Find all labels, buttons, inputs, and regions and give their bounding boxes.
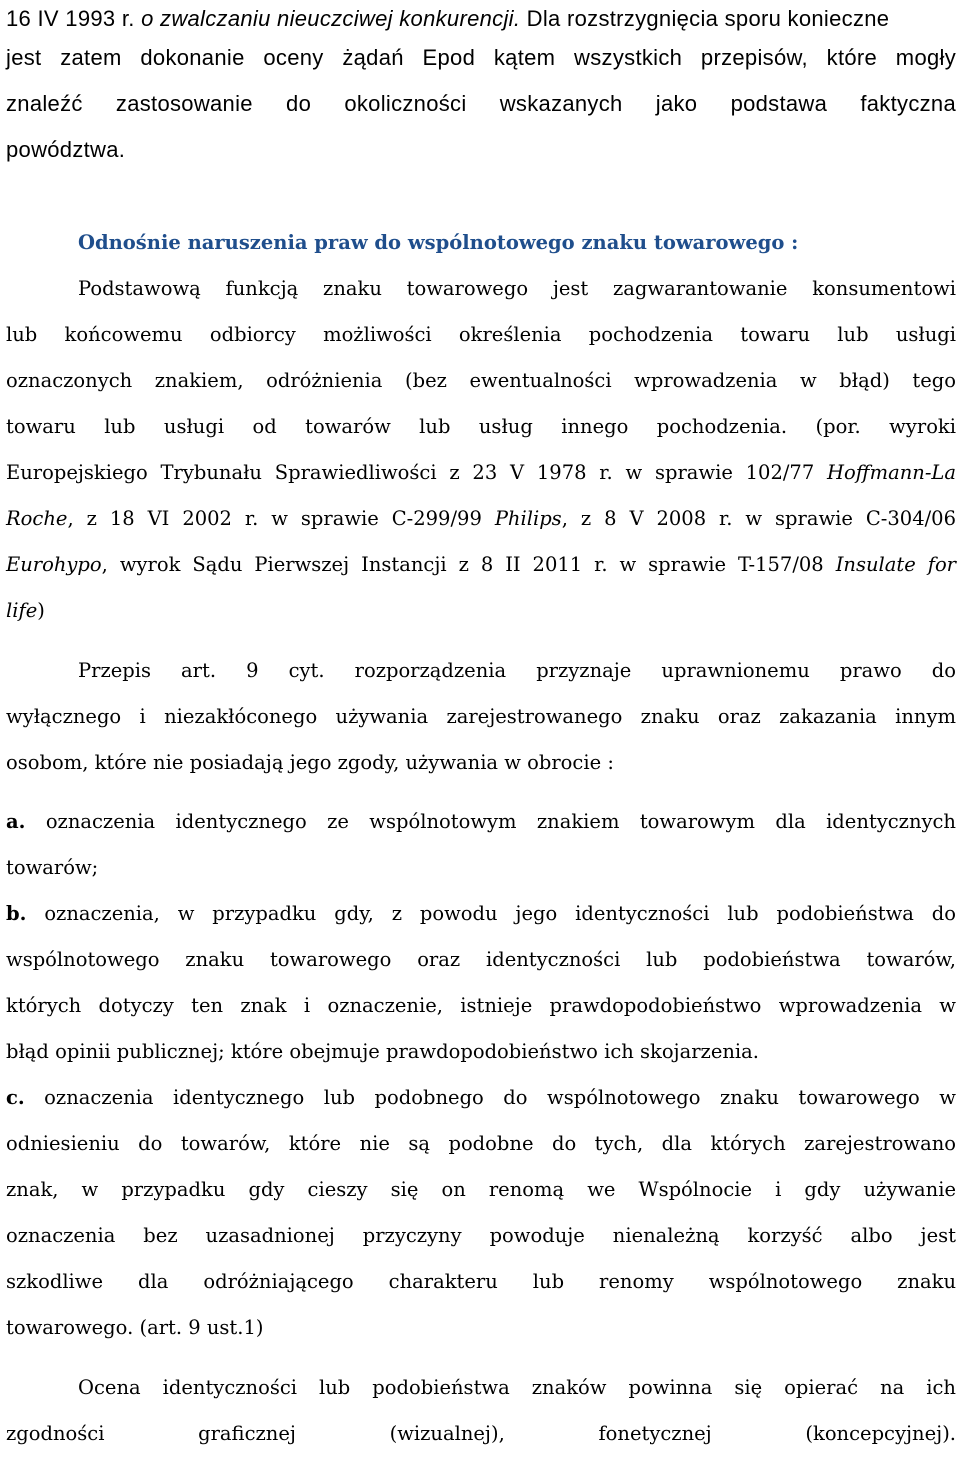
p1-line-4: towaru lub usługi od towarów lub usług innego pochodzenia. (por. wyroki: [6, 415, 956, 438]
item-c-line-1: c. oznaczenia identycznego lub podobnego do wspólnotowego znaku towarowego w: [6, 1086, 956, 1109]
p2-line-1: Przepis art. 9 cyt. rozporządzenia przyznaje uprawnionemu prawo do: [78, 659, 956, 682]
item-b-line-4: błąd opinii publicznej; które obejmuje prawdopodobieństwo ich skojarzenia.: [6, 1040, 759, 1063]
p1-line-8: life): [6, 599, 45, 622]
p3-line-2: zgodności graficznej (wizualnej), fonetycznej (koncepcyjnej).: [6, 1422, 956, 1445]
p1-line-2: lub końcowemu odbiorcy możliwości określenia pochodzenia towaru lub usługi: [6, 323, 956, 346]
item-a-line-1: a. oznaczenia identycznego ze wspólnotowym znakiem towarowym dla identycznych: [6, 810, 956, 833]
p3-line-1: Ocena identyczności lub podobieństwa znaków powinna się opierać na ich: [78, 1376, 956, 1399]
p1-line-6: Roche, z 18 VI 2002 r. w sprawie C-299/99 Philips, z 8 V 2008 r. w sprawie C-304/06: [6, 507, 956, 530]
item-a-line-2: towarów;: [6, 856, 99, 879]
item-b-line-2: wspólnotowego znaku towarowego oraz identyczności lub podobieństwa towarów,: [6, 948, 956, 971]
item-b-marker: b.: [6, 902, 27, 925]
top-paragraph-line-3: znaleźć zastosowanie do okoliczności wskazanych jako podstawa faktyczna: [6, 91, 956, 116]
top-paragraph-line-2: jest zatem dokonanie oceny żądań Epod kątem wszystkich przepisów, które mogły: [6, 45, 956, 70]
italic-act-title: o zwalczaniu nieuczciwej konkurencji.: [141, 6, 521, 31]
section-heading: Odnośnie naruszenia praw do wspólnotowego znaku towarowego :: [78, 231, 799, 254]
item-c-line-6: towarowego. (art. 9 ust.1): [6, 1316, 264, 1339]
p2-line-2: wyłącznego i niezakłóconego używania zarejestrowanego znaku oraz zakazania innym: [6, 705, 956, 728]
item-b-line-1: b. oznaczenia, w przypadku gdy, z powodu jego identyczności lub podobieństwa do: [6, 902, 956, 925]
item-c-line-2: odniesieniu do towarów, które nie są podobne do tych, dla których zarejestrowano: [6, 1132, 956, 1155]
item-c-line-5: szkodliwe dla odróżniającego charakteru lub renomy wspólnotowego znaku: [6, 1270, 956, 1293]
item-a-marker: a.: [6, 810, 26, 833]
item-c-line-3: znak, w przypadku gdy cieszy się on renomą we Wspólnocie i gdy używanie: [6, 1178, 956, 1201]
item-c-line-4: oznaczenia bez uzasadnionej przyczyny powoduje nienależną korzyść albo jest: [6, 1224, 956, 1247]
p1-line-5: Europejskiego Trybunału Sprawiedliwości z 23 V 1978 r. w sprawie 102/77 Hoffmann-La: [6, 461, 956, 484]
p1-line-1: Podstawową funkcją znaku towarowego jest zagwarantowanie konsumentowi: [78, 277, 956, 300]
p2-line-3: osobom, które nie posiadają jego zgody, używania w obrocie :: [6, 751, 614, 774]
top-paragraph-line-4: powództwa.: [6, 137, 126, 162]
p1-line-7: Eurohypo, wyrok Sądu Pierwszej Instancji z 8 II 2011 r. w sprawie T-157/08 Insulate for: [6, 553, 957, 576]
p1-line-3: oznaczonych znakiem, odróżnienia (bez ewentualności wprowadzenia w błąd) tego: [6, 369, 956, 392]
item-b-line-3: których dotyczy ten znak i oznaczenie, istnieje prawdopodobieństwo wprowadzenia w: [6, 994, 956, 1017]
line1-text: 16 IV 1993 r. o zwalczaniu nieuczciwej konkurencji. Dla rozstrzygnięcia sporu konieczne: [6, 6, 890, 31]
item-c-marker: c.: [6, 1086, 25, 1109]
